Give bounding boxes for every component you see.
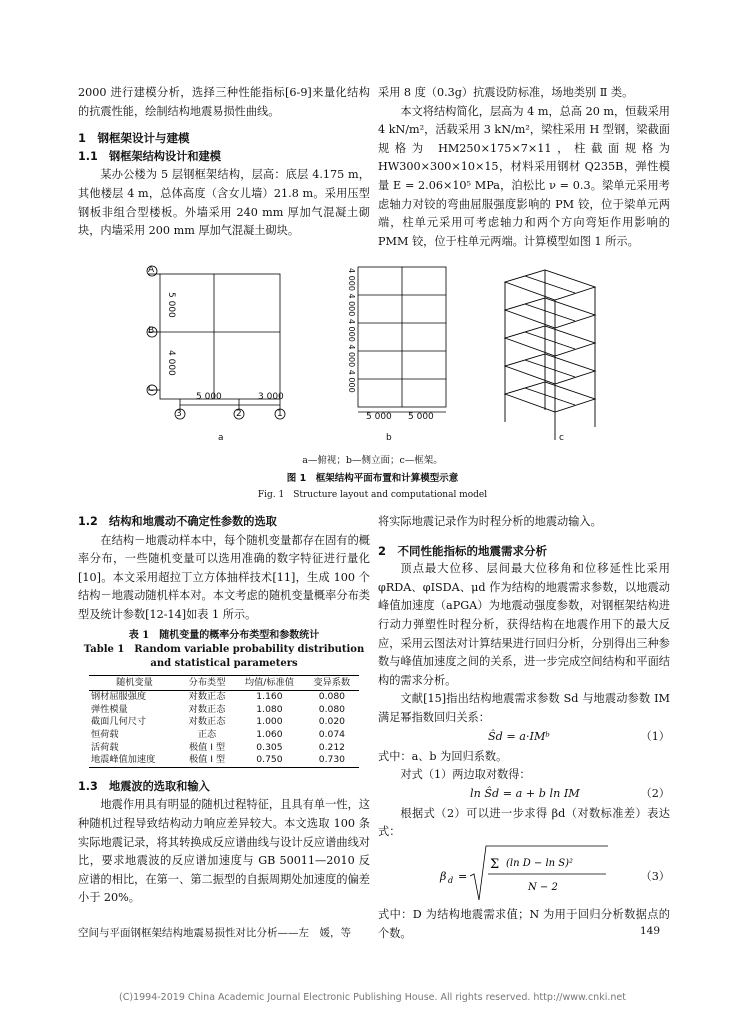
sub-label-b: b xyxy=(386,433,392,443)
table-cell: 0.730 xyxy=(305,754,359,767)
figure-legend: a—俯视；b—侧立面；c—框架。 xyxy=(302,455,443,466)
table-cell: 极值 Ⅰ 型 xyxy=(180,754,234,767)
svg-text:Σ: Σ xyxy=(490,856,500,872)
table-cell: 截面几何尺寸 xyxy=(91,716,147,728)
table-header-cell: 分布类型 xyxy=(180,675,234,691)
table-header-cell: 均值/标准值 xyxy=(234,675,305,691)
frame-3d-view xyxy=(505,270,595,440)
right-column-bottom xyxy=(378,513,670,943)
left-column-bottom xyxy=(78,513,370,908)
left-column-top xyxy=(78,84,370,241)
section-1-3-paragraph: 地震作用具有明显的随机过程特征，且具有单一性，这种随机过程导致结构动力响应差异较大。本文选取 100 条实际地震记录，将其转换成反应谱曲线与设计反应谱曲线对比，要求地震波的反应谱加速度与 GB 50011—2010 反应谱的相比，在第一、第二振型的自振周期处加速度的偏差小于 20%。 xyxy=(78,798,370,905)
section-1-2-heading: 1.2 结构和地震动不确定性参数的选取 xyxy=(78,515,277,528)
equation-2-number: （2） xyxy=(640,786,670,800)
equation-1 xyxy=(378,728,670,748)
table-cell: 1.080 xyxy=(256,703,283,715)
table-cell: 极值 Ⅰ 型 xyxy=(188,741,226,753)
table-row xyxy=(89,742,359,755)
table-row xyxy=(89,704,359,717)
table-row xyxy=(89,754,359,767)
elevation-dim-vertical: 4 000 4 000 4 000 4 000 4 000 xyxy=(347,268,356,393)
section-2-heading: 2 不同性能指标的地震需求分析 xyxy=(378,543,547,558)
intro-paragraph: 2000 进行建模分析，选择三种性能指标[6-9]来量化结构的抗震性能，绘制结构地震易损性曲线。 xyxy=(78,86,370,118)
plan-dim-vertical-2: 4 000 xyxy=(166,350,176,376)
table-cell: 1.060 xyxy=(256,728,283,740)
figure-caption-en: Fig. 1 Structure layout and computational model xyxy=(257,490,488,500)
table-cell: 钢材屈服强度 xyxy=(91,691,147,703)
table-cell: 地震峰值加速度 xyxy=(89,754,180,767)
table-cell: 对数正态 xyxy=(188,716,226,728)
equation-3-note: 式中：D 为结构地震需求值；N 为用于回归分析数据点的个数。 xyxy=(378,907,670,940)
continuation-paragraph: 将实际地震记录作为时程分析的地震动输入。 xyxy=(378,515,602,528)
elevation-dim-w2: 5 000 xyxy=(408,412,434,422)
svg-text:β: β xyxy=(440,869,447,883)
axis-label-c: C xyxy=(148,384,155,394)
table-cell: 0.750 xyxy=(234,754,305,767)
sub-label-c: c xyxy=(559,433,564,443)
table-header-row xyxy=(89,675,359,691)
table-1-title-en-2: and statistical parameters xyxy=(150,657,298,669)
axis-label-2: 2 xyxy=(236,409,242,419)
table-cell: 恒荷载 xyxy=(91,728,119,740)
svg-text:(ln D − ln S)²: (ln D − ln S)² xyxy=(506,857,574,869)
plan-dim-horizontal-2: 3 000 xyxy=(258,392,284,402)
right-column-top xyxy=(378,84,670,251)
sub-label-a: a xyxy=(218,433,224,443)
axis-label-3: 3 xyxy=(176,409,182,419)
table-1-title-en-1: Table 1 Random variable probability distribution xyxy=(83,643,365,655)
axis-label-1: 1 xyxy=(277,409,283,419)
table-cell: 1.160 xyxy=(256,691,283,703)
equation-1-number: （1） xyxy=(640,729,670,743)
section-1-1-heading: 1.1 钢框架结构设计和建模 xyxy=(78,149,221,163)
table-cell: 弹性模量 xyxy=(91,703,128,715)
table-header-cell: 变异系数 xyxy=(305,675,359,691)
page-number: 149 xyxy=(640,925,661,937)
table-header-cell: 随机变量 xyxy=(89,675,180,691)
running-title: 空间与平面钢框架结构地震易损性对比分析——左 媛，等 xyxy=(78,927,351,939)
table-1 xyxy=(89,675,359,768)
table-cell: 0.020 xyxy=(318,716,346,728)
log-transform-paragraph: 对式（1）两边取对数得： xyxy=(400,768,531,782)
plan-dim-horizontal-1: 5 000 xyxy=(196,392,222,402)
regression-intro-paragraph: 文献[15]指出结构地震需求参数 Sd 与地震动参数 IM 满足幂指数回归关系： xyxy=(378,692,670,724)
equation-3 xyxy=(378,842,670,906)
seismic-standard-paragraph: 采用 8 度（0.3g）抗震设防标准，场地类别 Ⅱ 类。 xyxy=(378,86,634,99)
equation-2-body: ln Ŝd = a + b ln IM xyxy=(470,786,580,800)
plan-dim-vertical-1: 5 000 xyxy=(166,292,176,318)
table-row xyxy=(89,716,359,729)
table-cell: 0.305 xyxy=(256,741,283,753)
table-cell: 1.000 xyxy=(256,716,283,728)
svg-text:=: = xyxy=(458,869,468,883)
table-cell: 对数正态 xyxy=(188,691,226,703)
beta-paragraph: 根据式（2）可以进一步求得 βd（对数标准差）表达式： xyxy=(378,806,670,839)
table-1-title-cn: 表 1 随机变量的概率分布类型和参数统计 xyxy=(128,629,320,641)
table-row xyxy=(89,691,359,704)
section-1-3-heading: 1.3 地震波的选取和输入 xyxy=(78,779,210,793)
svg-text:d: d xyxy=(448,875,454,885)
copyright-line: (C)1994-2019 China Academic Journal Electronic Publishing House. All rights reserved. http://www.cnki.net xyxy=(119,992,626,1003)
axis-label-b: B xyxy=(148,326,155,336)
table-cell: 正态 xyxy=(197,728,217,740)
elevation-view xyxy=(358,267,446,412)
section-2-paragraph: 顶点最大位移、层间最大位移角和位移延性比采用 φRDA、φISDA、μd 作为结构的地震需求参数，以地震动峰值加速度（aPGA）为地震动强度参数，对钢框架结构进行动力弹塑性时程分析，获得结构在地震作用下的最大反应，采用云图法对计算结果进行回归分析，分别得出三种参数与峰值加速度之间的关系，进一步完成空间结构和平面结构的需求分析。 xyxy=(378,562,670,687)
table-cell: 对数正态 xyxy=(188,703,226,715)
table-cell: 0.212 xyxy=(318,741,346,753)
equation-2 xyxy=(378,785,670,805)
axis-label-a: A xyxy=(148,265,155,275)
elevation-dim-w1: 5 000 xyxy=(366,412,392,422)
model-description-paragraph: 本文将结构简化，层高为 4 m，总高 20 m，恒载采用 4 kN/m²，活载采用 3 kN/m²，梁柱采用 H 型钢，梁截面规格为 HM250×175×7×11，柱截面规格为 HW300×300×10×15，材料采用钢材 Q235B，弹性模量 E = 2.06×10⁵ MPa，泊松比 ν = 0.3。梁单元采用考虑轴力对铰的弯曲屈服强度影响的 PM 铰，位于梁单元两端，柱单元采用可考虑轴力和两个方向弯矩作用影响的 PMM 铰，位于柱单元两端。计算模型如图 1 所示。 xyxy=(378,104,670,248)
equation-3-formula xyxy=(378,842,670,906)
table-cell: 0.080 xyxy=(318,691,346,703)
table-cell: 0.080 xyxy=(318,703,346,715)
section-1-heading: 1 钢框架设计与建模 xyxy=(78,131,190,146)
table-cell: 0.074 xyxy=(318,728,346,740)
equation-3-number: （3） xyxy=(640,869,670,883)
section-1-2-paragraph: 在结构－地震动样本中，每个随机变量都存在固有的概率分布，一些随机变量可以选用准确的数字特征进行量化[10]。本文采用超拉丁立方体抽样技术[11]，生成 100 个结构－地震动随机样本对。本文考虑的随机变量概率分布类型及统计参数[12-14]如表 1 所示。 xyxy=(78,533,370,621)
figure-caption-cn: 图 1 框架结构平面布置和计算模型示意 xyxy=(286,473,459,484)
table-cell: 活荷载 xyxy=(91,741,119,753)
table-row xyxy=(89,729,359,742)
svg-text:N − 2: N − 2 xyxy=(528,881,558,893)
section-1-1-paragraph: 某办公楼为 5 层钢框架结构，层高：底层 4.175 m，其他楼层 4 m，总体高度（含女儿墙）21.8 m。采用压型钢板非组合型楼板。外墙采用 240 mm 厚加气混凝土砌块，内墙采用 200 mm 厚加气混凝土砌块。 xyxy=(78,168,370,238)
equation-1-body: Ŝd = a·IMᵇ xyxy=(488,729,550,743)
equation-1-note: 式中：a、b 为回归系数。 xyxy=(378,749,508,763)
